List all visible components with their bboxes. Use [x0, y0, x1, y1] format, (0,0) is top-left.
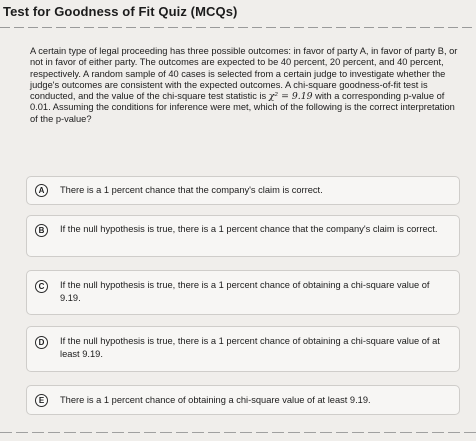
option-c-letter: C — [35, 280, 48, 293]
option-d[interactable] — [26, 326, 460, 372]
option-e[interactable] — [26, 385, 460, 415]
option-d-letter: D — [35, 336, 48, 349]
option-c-text: If the null hypothesis is true, there is a 1 percent chance of obtaining a chi-square value of 9.19. — [60, 280, 430, 303]
option-a-letter: A — [35, 184, 48, 197]
option-a-text: There is a 1 percent chance that the company's claim is correct. — [60, 185, 323, 195]
option-e-letter: E — [35, 394, 48, 407]
test-statistic: χ² = 9.19 — [268, 91, 313, 103]
option-b-text: If the null hypothesis is true, there is a 1 percent chance that the company's claim is correct. — [60, 224, 438, 234]
bottom-divider — [0, 432, 476, 433]
question-part-1: A certain type of legal proceeding has three possible outcomes: in favor of party A, in favor of party B, or not in favor of either party. The outcomes are expected to be 40 percent, 20 percent, and 40 percent, respectively. A random sample of 40 cases is selected from a certain judge to investigate whether the judge's outcomes are consistent with the expected outcomes. A chi-square goodness-of-fit test is conducted, and the value of the chi-square test statistic is — [30, 46, 458, 102]
option-e-text: There is a 1 percent chance of obtaining a chi-square value of at least 9.19. — [60, 395, 371, 405]
option-b[interactable] — [26, 215, 460, 257]
page-title: Test for Goodness of Fit Quiz (MCQs) — [3, 4, 238, 19]
title-divider — [0, 27, 476, 28]
question-text — [30, 46, 460, 125]
option-b-letter: B — [35, 224, 48, 237]
question-part-2: with a corresponding p-value of 0.01. Assuming the conditions for inference were met, which of the following is the correct interpretation of the p-value? — [30, 91, 455, 124]
option-d-text: If the null hypothesis is true, there is a 1 percent chance of obtaining a chi-square value of at least 9.19. — [60, 336, 440, 359]
option-a[interactable] — [26, 176, 460, 205]
option-c[interactable] — [26, 270, 460, 315]
